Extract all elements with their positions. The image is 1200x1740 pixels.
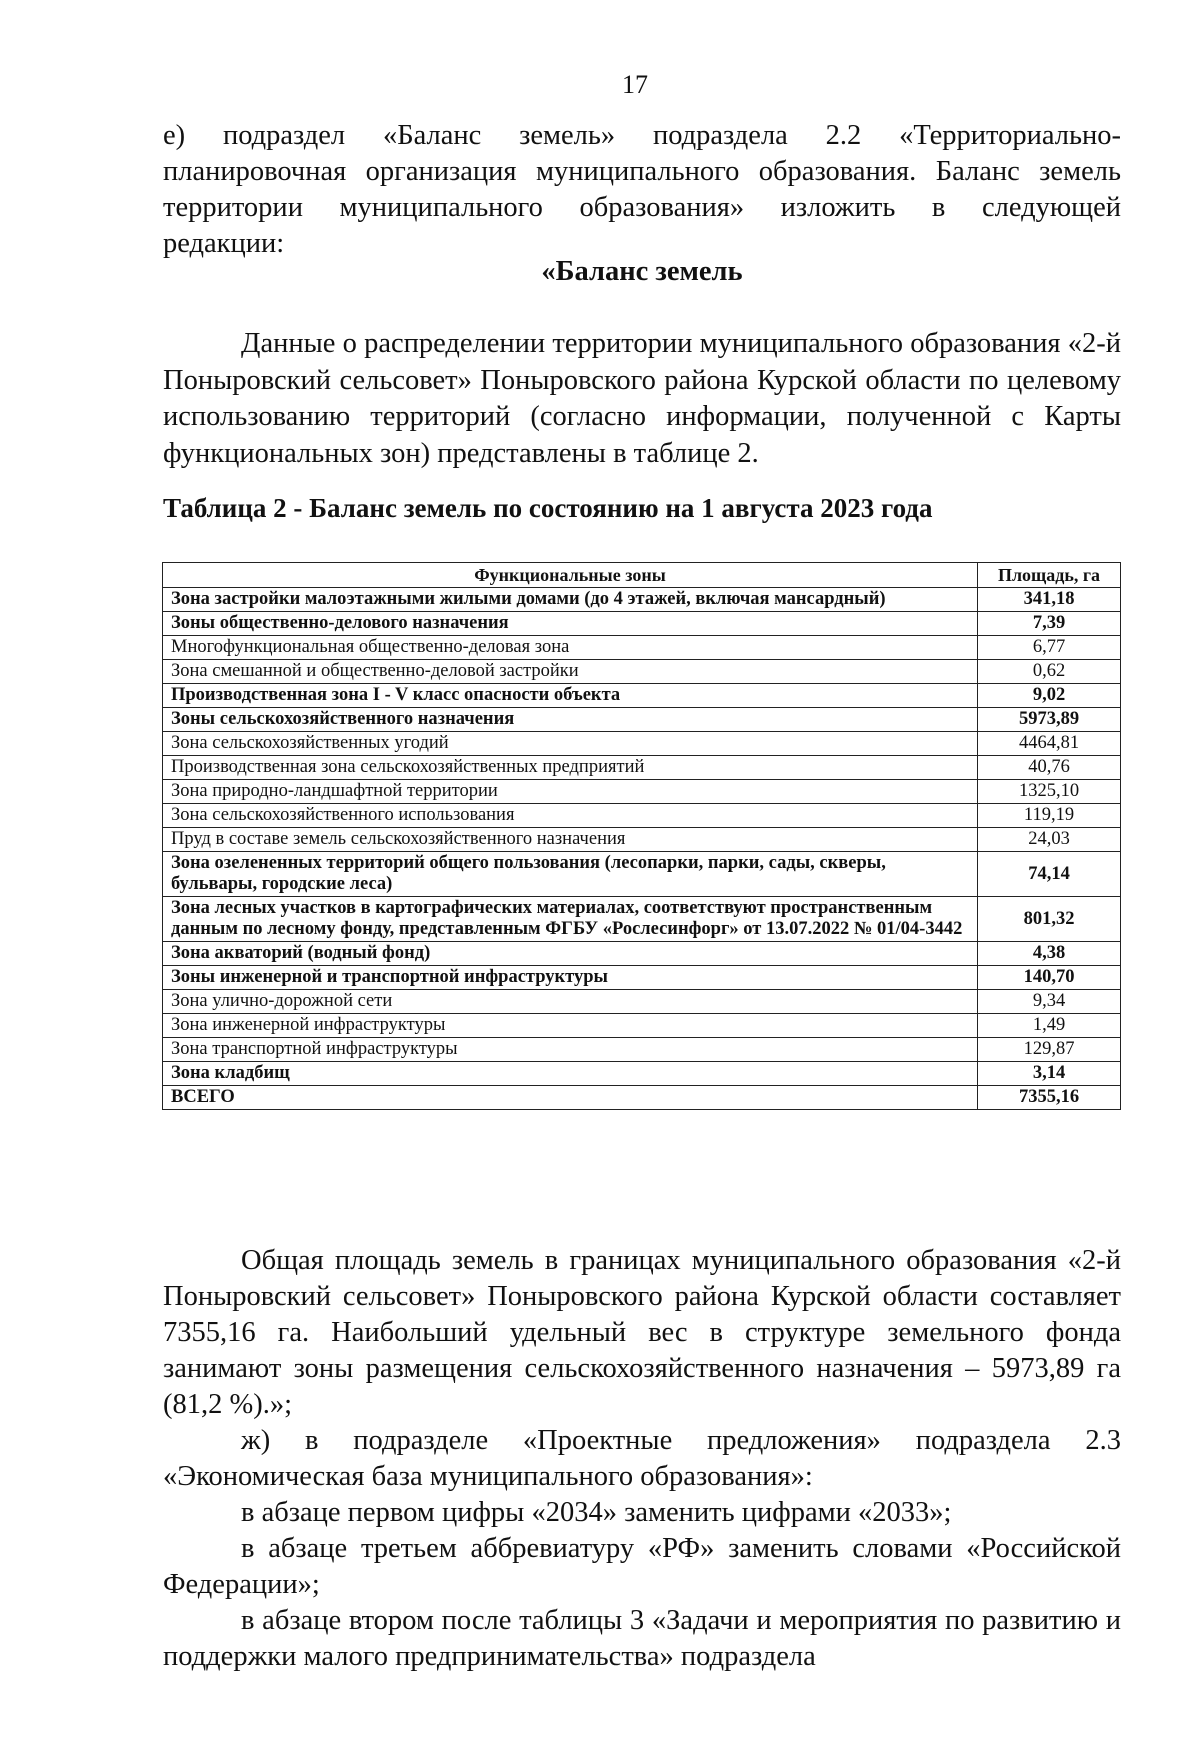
area-cell: 140,70 [978, 966, 1121, 990]
area-cell: 3,14 [978, 1062, 1121, 1086]
table-caption: Таблица 2 - Баланс земель по состоянию на 1 августа 2023 года [163, 493, 933, 523]
area-cell: 341,18 [978, 588, 1121, 612]
zone-cell: Зона озелененных территорий общего пользования (лесопарки, парки, сады, скверы, бульвары, городские леса) [163, 852, 978, 897]
zone-cell: Зона кладбищ [163, 1062, 978, 1086]
area-cell: 0,62 [978, 660, 1121, 684]
line-c-paragraph: в абзаце втором после таблицы 3 «Задачи и мероприятия по развитию и поддержки малого предпринимательства» подраздела [163, 1605, 1121, 1672]
zone-cell: Зоны сельскохозяйственного назначения [163, 708, 978, 732]
header-zone: Функциональные зоны [163, 563, 978, 588]
zone-cell: Зона лесных участков в картографических материалах, соответствуют пространственным данным по лесному фонду, представленным ФГБУ «Рослесинфорг» от 13.07.2022 № 01/04-3442 [163, 897, 978, 942]
intro-line-4: редакции: [163, 228, 285, 259]
zone-cell: Зона застройки малоэтажными жилыми домами (до 4 этажей, включая мансардный) [163, 588, 978, 612]
table-row [163, 708, 1121, 732]
table-row [163, 636, 1121, 660]
intro-line-1: е) подраздел «Баланс земель» подраздела 2.2 «Территориально- [163, 120, 1121, 151]
area-cell: 1,49 [978, 1014, 1121, 1038]
table-row [163, 942, 1121, 966]
zone-cell: Зона сельскохозяйственного использования [163, 804, 978, 828]
table-header-row [163, 563, 1121, 588]
area-cell: 129,87 [978, 1038, 1121, 1062]
area-cell: 1325,10 [978, 780, 1121, 804]
zone-cell: Зона улично-дорожной сети [163, 990, 978, 1014]
area-cell: 24,03 [978, 828, 1121, 852]
table-row [163, 612, 1121, 636]
zone-cell: Производственная зона сельскохозяйственных предприятий [163, 756, 978, 780]
area-cell: 40,76 [978, 756, 1121, 780]
area-cell: 801,32 [978, 897, 1121, 942]
summary-paragraph: Общая площадь земель в границах муниципального образования «2-й Поныровский сельсовет» Поныровского района Курской области составляет 7355,16 га. Наибольший удельный вес в структуре земельного фонда занимают зоны размещения сельскохозяйственного назначения – 5973,89 га (81,2 %).»; [163, 1245, 1121, 1420]
area-cell: 5973,89 [978, 708, 1121, 732]
table-row [163, 1086, 1121, 1110]
table-row [163, 897, 1121, 942]
intro-line-3: территории муниципального образования» изложить в следующей [163, 192, 1121, 223]
zone-cell: Зона сельскохозяйственных угодий [163, 732, 978, 756]
area-cell: 7355,16 [978, 1086, 1121, 1110]
table-row [163, 828, 1121, 852]
zone-cell: Зона природно-ландшафтной территории [163, 780, 978, 804]
zone-cell: Зона акваторий (водный фонд) [163, 942, 978, 966]
area-cell: 119,19 [978, 804, 1121, 828]
table-row [163, 1038, 1121, 1062]
table-row [163, 1062, 1121, 1086]
table-row [163, 660, 1121, 684]
line-a-paragraph: в абзаце первом цифры «2034» заменить цифрами «2033»; [241, 1497, 952, 1528]
item-zh-paragraph: ж) в подразделе «Проектные предложения» подраздела 2.3 «Экономическая база муниципального образования»: [163, 1425, 1121, 1492]
zone-cell: Зона инженерной инфраструктуры [163, 1014, 978, 1038]
header-area: Площадь, га [978, 563, 1121, 588]
table-row [163, 804, 1121, 828]
table-row [163, 732, 1121, 756]
zone-cell: Производственная зона I - V класс опасности объекта [163, 684, 978, 708]
line-b-paragraph: в абзаце третьем аббревиатуру «РФ» заменить словами «Российской Федерации»; [163, 1533, 1121, 1600]
table-row [163, 684, 1121, 708]
table-row [163, 780, 1121, 804]
zone-cell: Зона смешанной и общественно-деловой застройки [163, 660, 978, 684]
table-row [163, 588, 1121, 612]
zone-cell: Зона транспортной инфраструктуры [163, 1038, 978, 1062]
zone-cell: Многофункциональная общественно-деловая зона [163, 636, 978, 660]
land-balance-table [162, 562, 1121, 1110]
table-row [163, 756, 1121, 780]
area-cell: 4464,81 [978, 732, 1121, 756]
area-cell: 74,14 [978, 852, 1121, 897]
page-number: 17 [622, 70, 648, 99]
area-cell: 9,02 [978, 684, 1121, 708]
table-row [163, 990, 1121, 1014]
area-cell: 4,38 [978, 942, 1121, 966]
intro-line-2: планировочная организация муниципального образования. Баланс земель [163, 156, 1121, 187]
zone-cell: Зоны общественно-делового назначения [163, 612, 978, 636]
table-row [163, 1014, 1121, 1038]
area-cell: 9,34 [978, 990, 1121, 1014]
data-paragraph: Данные о распределении территории муниципального образования «2-й Поныровский сельсовет» Поныровского района Курской области по целевому использованию территорий (согласно информации, полученной с Карты функциональных зон) представлены в таблице 2. [163, 328, 1121, 469]
zone-cell: ВСЕГО [163, 1086, 978, 1110]
section-title: «Баланс земель [541, 256, 743, 287]
zone-cell: Зоны инженерной и транспортной инфраструктуры [163, 966, 978, 990]
table-row [163, 966, 1121, 990]
zone-cell: Пруд в составе земель сельскохозяйственного назначения [163, 828, 978, 852]
area-cell: 6,77 [978, 636, 1121, 660]
table-row [163, 852, 1121, 897]
area-cell: 7,39 [978, 612, 1121, 636]
